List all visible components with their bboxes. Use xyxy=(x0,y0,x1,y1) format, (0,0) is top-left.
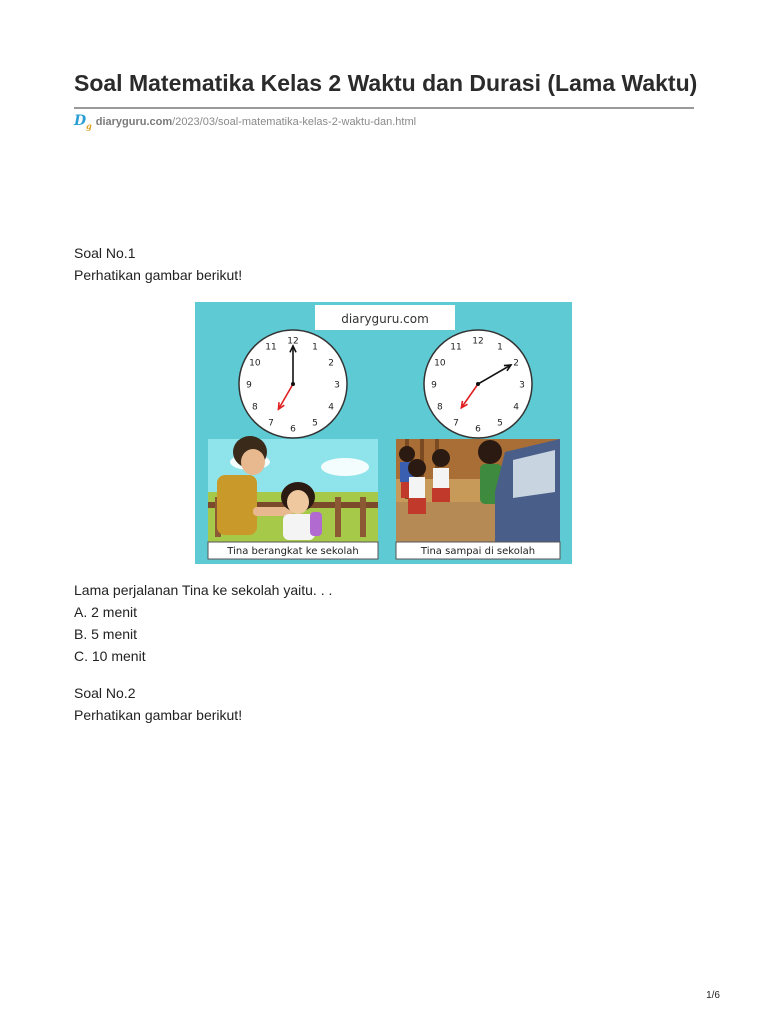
site-logo-icon: $D_g$ xyxy=(74,113,92,131)
question-2-label: Soal No.2 xyxy=(74,685,136,701)
question-2-instruction: Perhatikan gambar berikut! xyxy=(74,707,243,723)
clock-number: 9 xyxy=(431,380,437,391)
clock-number: 12 xyxy=(472,336,484,347)
clock-number: 8 xyxy=(252,402,258,413)
clock-number: 3 xyxy=(334,380,340,391)
clock-number: 8 xyxy=(437,402,443,413)
clock-number: 1 xyxy=(497,342,503,353)
clock-number: 6 xyxy=(290,424,296,435)
clock-number: 7 xyxy=(268,418,274,429)
clock-number: 6 xyxy=(475,424,481,435)
question-1-figure xyxy=(195,302,572,564)
clock-center xyxy=(291,382,295,386)
clock-number: 11 xyxy=(450,342,462,353)
page-title: Soal Matematika Kelas 2 Waktu dan Durasi (Lama Waktu) xyxy=(74,70,698,96)
clock-left xyxy=(239,330,347,438)
caption-left: Tina berangkat ke sekolah xyxy=(227,546,359,557)
clock-number: 4 xyxy=(328,402,334,413)
clock-number: 12 xyxy=(287,336,299,347)
clock-number: 2 xyxy=(513,358,519,369)
question-1-instruction: Perhatikan gambar berikut! xyxy=(74,267,243,283)
illustration-departing xyxy=(208,436,378,543)
clock-number: 5 xyxy=(497,418,503,429)
illustration-arriving xyxy=(396,439,560,543)
clock-number: 4 xyxy=(513,402,519,413)
option-c: C. 10 menit xyxy=(74,648,146,664)
title-divider xyxy=(74,107,694,109)
watermark-text: diaryguru.com xyxy=(341,312,429,326)
source-link[interactable]: diaryguru.com/2023/03/soal-matematika-kelas-2-waktu-dan.html xyxy=(95,116,417,128)
clock-center xyxy=(476,382,480,386)
clock-number: 10 xyxy=(434,358,446,369)
question-1-text: Lama perjalanan Tina ke sekolah yaitu. . . xyxy=(74,582,333,598)
clock-right xyxy=(424,330,532,438)
option-a: A. 2 menit xyxy=(74,604,138,620)
clock-number: 3 xyxy=(519,380,525,391)
source-line xyxy=(74,114,416,130)
page-number: 1/6 xyxy=(706,990,720,1001)
clock-number: 7 xyxy=(453,418,459,429)
clock-number: 10 xyxy=(249,358,261,369)
clock-number: 9 xyxy=(246,380,252,391)
question-1-label: Soal No.1 xyxy=(74,245,136,261)
clock-number: 11 xyxy=(265,342,277,353)
option-b: B. 5 menit xyxy=(74,626,138,642)
caption-right: Tina sampai di sekolah xyxy=(420,546,536,557)
clock-number: 5 xyxy=(312,418,318,429)
clock-number: 2 xyxy=(328,358,334,369)
clock-number: 1 xyxy=(312,342,318,353)
